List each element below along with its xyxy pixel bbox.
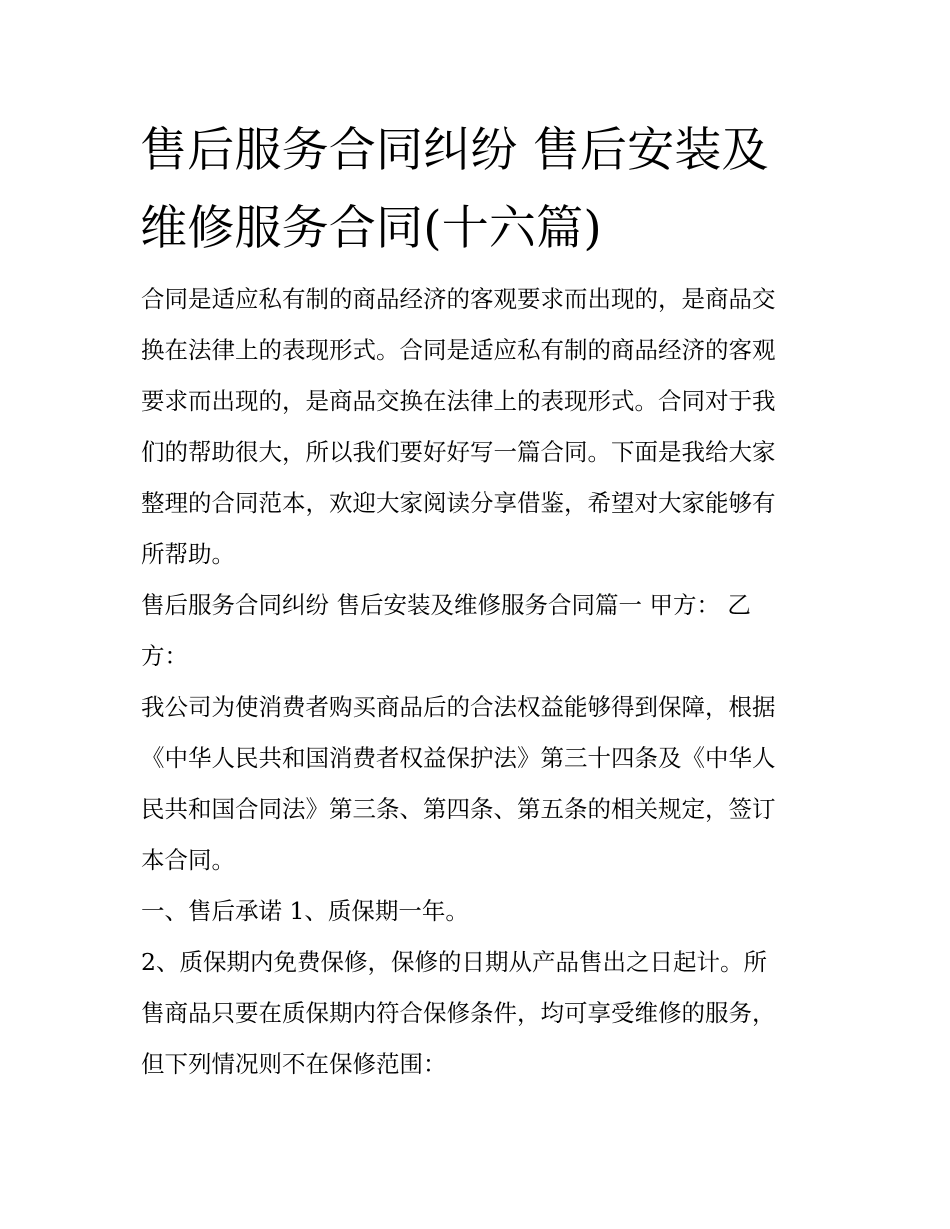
text-line: 2、质保期内免费保修，保修的日期从产品售出之日起计。所 (141, 948, 767, 976)
text-line: 要求而出现的，是商品交换在法律上的表现形式。合同对于我 (141, 387, 776, 415)
text-line: 《中华人民共和国消费者权益保护法》第三十四条及《中华人 (141, 744, 776, 772)
text-line: 民共和国合同法》第三条、第四条、第五条的相关规定，签订 (141, 795, 776, 823)
text-line: 售商品只要在质保期内符合保修条件，均可享受维修的服务， (141, 999, 776, 1027)
text-line: 售后服务合同纠纷 售后安装及维修服务合同篇一 甲方： 乙 (141, 591, 751, 619)
text-line: 所帮助。 (141, 540, 235, 568)
text-line: 但下列情况则不在保修范围： (141, 1050, 447, 1078)
text-line: 们的帮助很大，所以我们要好好写一篇合同。下面是我给大家 (141, 438, 776, 466)
clause-paragraph (141, 886, 821, 937)
title-line: 维修服务合同(十六篇) (140, 201, 602, 256)
preamble-paragraph (141, 682, 821, 886)
text-line: 合同是适应私有制的商品经济的客观要求而出现的，是商品交 (141, 285, 776, 313)
clause-paragraph (141, 937, 821, 1090)
text-line: 换在法律上的表现形式。合同是适应私有制的商品经济的客观 (141, 336, 776, 364)
title-line: 售后服务合同纠纷 售后安装及 (140, 123, 769, 178)
text-line: 方： (141, 642, 188, 670)
intro-paragraph (141, 274, 821, 580)
text-line: 我公司为使消费者购买商品后的合法权益能够得到保障，根据 (141, 693, 776, 721)
section-heading-paragraph (141, 580, 821, 682)
text-line: 整理的合同范本，欢迎大家阅读分享借鉴，希望对大家能够有 (141, 489, 776, 517)
document-title (140, 112, 840, 268)
text-line: 一、售后承诺 1、质保期一年。 (141, 897, 469, 925)
text-line: 本合同。 (141, 846, 235, 874)
